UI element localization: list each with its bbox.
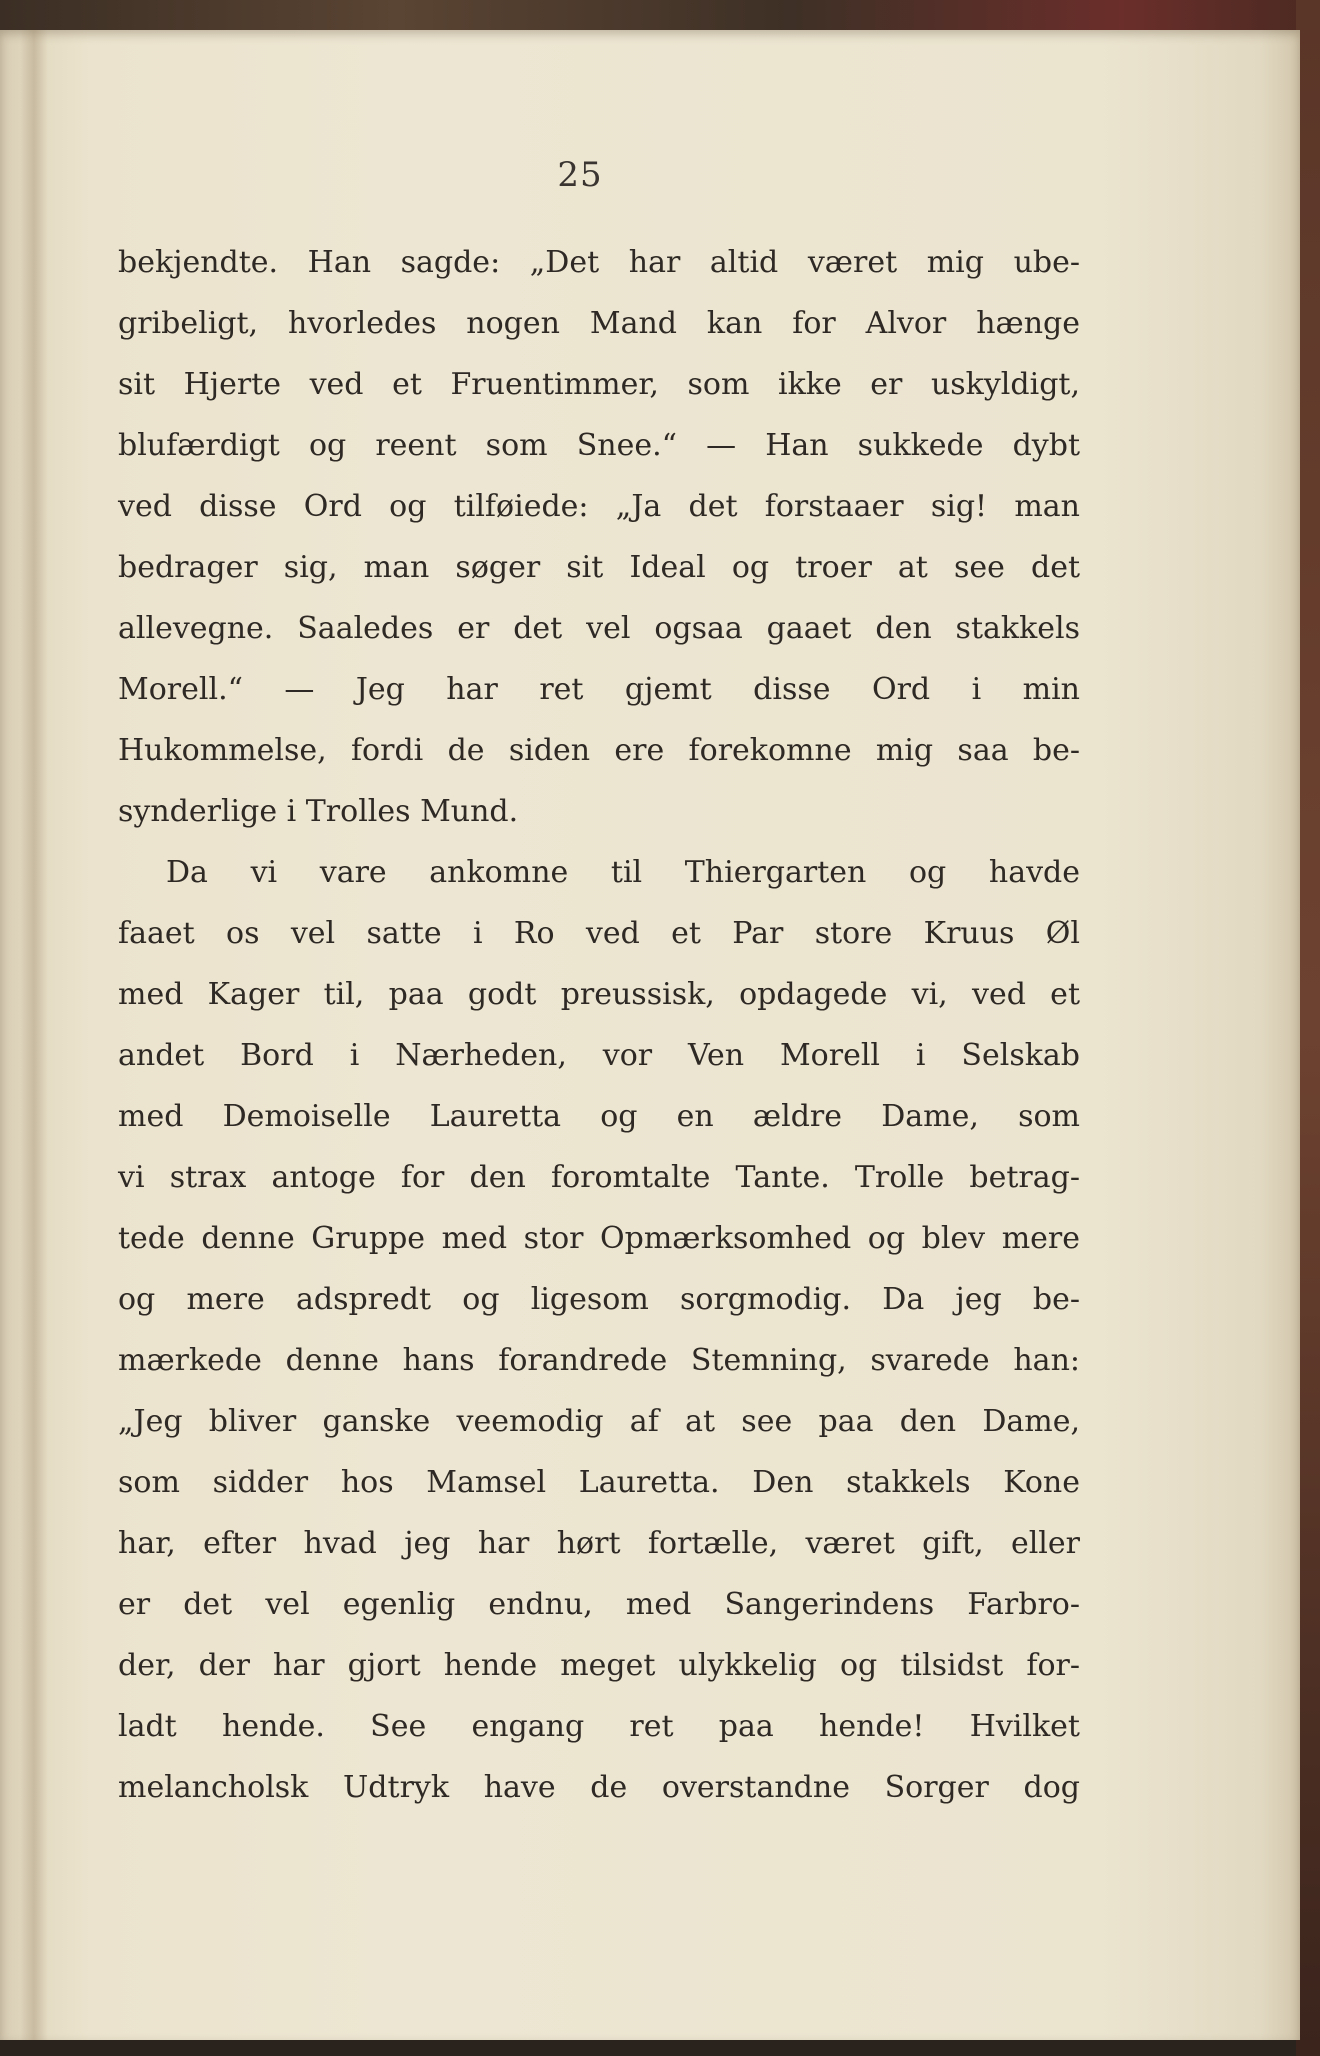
text-line: ved disse Ord og tilføiede: „Ja det forstaaer sig! man (118, 489, 1080, 524)
text-line: Hukommelse, fordi de siden ere forekomne mig saa be- (118, 733, 1080, 768)
text-line: tede denne Gruppe med stor Opmærksomhed og blev mere (118, 1221, 1080, 1256)
text-line: vi strax antoge for den foromtalte Tante. Trolle betrag- (118, 1160, 1080, 1195)
text-line: blufærdigt og reent som Snee.“ — Han sukkede dybt (118, 428, 1080, 463)
page-number: 25 (557, 155, 603, 195)
text-line: bedrager sig, man søger sit Ideal og troer at see det (118, 550, 1080, 585)
text-line: faaet os vel satte i Ro ved et Par store Kruus Øl (118, 916, 1080, 951)
text-line: ladt hende. See engang ret paa hende! Hvilket (118, 1709, 1080, 1744)
text-line: „Jeg bliver ganske veemodig af at see paa den Dame, (118, 1404, 1080, 1439)
text-line-paragraph-end: synderlige i Trolles Mund. (118, 794, 519, 829)
text-line-paragraph-start: Da vi vare ankomne til Thiergarten og havde (166, 855, 1080, 890)
text-line: andet Bord i Nærheden, vor Ven Morell i Selskab (118, 1038, 1080, 1073)
text-line: med Kager til, paa godt preussisk, opdagede vi, ved et (118, 977, 1080, 1012)
text-line: og mere adspredt og ligesom sorgmodig. Da jeg be- (118, 1282, 1080, 1317)
text-line: bekjendte. Han sagde: „Det har altid været mig ube- (118, 245, 1080, 280)
text-line: med Demoiselle Lauretta og en ældre Dame, som (118, 1099, 1080, 1134)
body-text (118, 232, 1080, 1818)
text-line: Morell.“ — Jeg har ret gjemt disse Ord i min (118, 672, 1080, 707)
text-line: er det vel egenlig endnu, med Sangerindens Farbro- (118, 1587, 1080, 1622)
text-line: allevegne. Saaledes er det vel ogsaa gaaet den stakkels (118, 611, 1080, 646)
text-line: melancholsk Udtryk have de overstandne Sorger dog (118, 1770, 1080, 1805)
text-line: sit Hjerte ved et Fruentimmer, som ikke er uskyldigt, (118, 367, 1080, 402)
page-gutter-shadow (20, 30, 48, 2040)
text-line: har, efter hvad jeg har hørt fortælle, været gift, eller (118, 1526, 1080, 1561)
text-line: mærkede denne hans forandrede Stemning, svarede han: (118, 1343, 1080, 1378)
text-line: gribeligt, hvorledes nogen Mand kan for Alvor hænge (118, 306, 1080, 341)
text-line: der, der har gjort hende meget ulykkelig og tilsidst for- (118, 1648, 1080, 1683)
text-line: som sidder hos Mamsel Lauretta. Den stakkels Kone (118, 1465, 1080, 1500)
